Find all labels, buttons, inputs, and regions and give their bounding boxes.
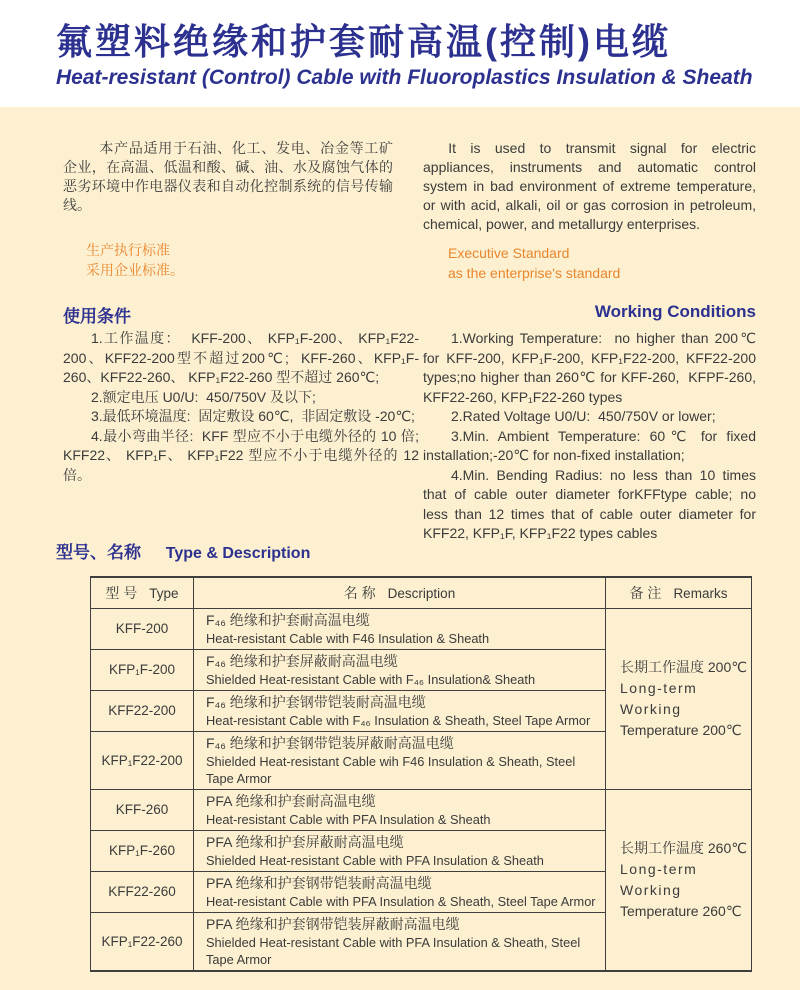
description-cn: F₄₆ 绝缘和护套屏蔽耐高温电缆 [206, 652, 398, 669]
description-en: Shielded Heat-resistant Cable with PFA Insulation & Sheath, Steel Tape Armor [206, 934, 581, 967]
type-description-table [90, 576, 752, 972]
type-cell: KFP₁F22-260 [91, 912, 194, 971]
remarks-line-en: Temperature 200℃ [620, 721, 742, 738]
column-header-type [91, 577, 194, 608]
column-header-remarks-en: Remarks [673, 585, 728, 601]
working-conditions-list-cn [63, 329, 427, 485]
description-en: Heat-resistant Cable with F₄₆ Insulation & Sheath, Steel Tape Armor [206, 712, 591, 728]
type-description-heading-cn: 型号、名称 [56, 543, 141, 562]
table-row [91, 608, 752, 649]
description-cell [194, 830, 606, 871]
working-conditions-heading-cn: 使用条件 [63, 307, 131, 326]
description-cn: PFA 绝缘和护套钢带铠装耐高温电缆 [206, 874, 432, 891]
masthead [0, 0, 800, 107]
column-header-description-cn: 名 称 [343, 584, 376, 601]
executive-standard-cn [86, 240, 184, 280]
column-header-type-cn: 型 号 [105, 584, 138, 601]
column-header-type-en: Type [149, 585, 179, 601]
remarks-line-cn: 长期工作温度 200℃ [620, 658, 747, 675]
type-description-heading [56, 538, 310, 563]
column-header-remarks [606, 577, 752, 608]
column-header-remarks-cn: 备 注 [629, 584, 662, 601]
remarks-cell [606, 608, 752, 789]
description-cell [194, 690, 606, 731]
type-cell: KFF-260 [91, 789, 194, 830]
standard-line: 生产执行标准 [86, 242, 170, 258]
description-cell [194, 649, 606, 690]
condition-item: 1.工作温度： KFF-200、 KFP₁F-200、 KFP₁F22-200、KFF22-200型不超过200℃; KFF-260、KFP₁F-260、KFF22-260、 KFP₁F22-260 型不超过 260℃; [63, 330, 419, 385]
condition-item: 4.最小弯曲半径: KFF 型应不小于电缆外径的 10 倍; KFF22、 KFP₁F、 KFP₁F22 型应不小于电缆外径的 12 倍。 [63, 427, 427, 483]
type-cell: KFP₁F22-200 [91, 731, 194, 789]
description-cn: F₄₆ 绝缘和护套钢带铠装屏蔽耐高温电缆 [206, 734, 454, 751]
description-en: Shielded Heat-resistant Cable with PFA Insulation & Sheath [206, 852, 544, 868]
condition-item: 2.额定电压 U0/U: 450/750V 及以下; [91, 388, 316, 405]
type-cell: KFP₁F-200 [91, 649, 194, 690]
table-header-row [91, 577, 752, 608]
remarks-line-en: Long-term Working [620, 860, 698, 898]
working-conditions-list-en [423, 329, 760, 544]
standard-line: as the enterprise's standard [448, 265, 621, 281]
description-cell [194, 871, 606, 912]
description-en: Shielded Heat-resistant Cable wih F46 Insulation & Sheath, Steel Tape Armor [206, 753, 576, 786]
description-cell [194, 608, 606, 649]
description-cell [194, 731, 606, 789]
description-en: Heat-resistant Cable with PFA Insulation & Sheath [206, 811, 491, 827]
type-cell: KFF22-200 [91, 690, 194, 731]
type-cell: KFF22-260 [91, 871, 194, 912]
remarks-line-cn: 长期工作温度 260℃ [620, 839, 747, 856]
condition-item: 1.Working Temperature: no higher than 200℃ for KFF-200, KFP₁F-200, KFP₁F22-200, KFF22-200 types;no higher than 260℃ for KFF-260, KFPF-260, KFF22-260, KFP₁F22-260 types [423, 330, 760, 405]
table-row [91, 789, 752, 830]
remarks-line-en: Long-term Working [620, 679, 698, 717]
standard-line: 采用企业标准。 [86, 262, 184, 278]
working-conditions-heading-en: Working Conditions [594, 302, 756, 321]
remarks-line-en: Temperature 260℃ [620, 902, 742, 919]
type-description-heading-en: Type & Description [165, 545, 311, 562]
standard-line: Executive Standard [448, 245, 570, 261]
executive-standard-en [448, 243, 620, 283]
description-cn: F₄₆ 绝缘和护套钢带铠装耐高温电缆 [206, 693, 426, 710]
description-cell [194, 789, 606, 830]
description-cn: PFA 绝缘和护套钢带铠装屏蔽耐高温电缆 [206, 915, 460, 932]
condition-item: 3.Min. Ambient Temperature: 60℃ for fixed installation;-20℃ for non-fixed installation; [423, 427, 760, 463]
type-cell: KFF-200 [91, 608, 194, 649]
description-cn: PFA 绝缘和护套耐高温电缆 [206, 792, 376, 809]
description-en: Shielded Heat-resistant Cable with F₄₆ Insulation& Sheath [206, 671, 536, 687]
page-title-cn: 氟塑料绝缘和护套耐高温(控制)电缆 [56, 21, 671, 62]
page-title-en: Heat-resistant (Control) Cable with Fluoroplastics Insulation & Sheath [56, 66, 753, 89]
column-header-description-en: Description [387, 585, 456, 601]
description-cn: F₄₆ 绝缘和护套耐高温电缆 [206, 611, 370, 628]
column-header-description [194, 577, 606, 608]
description-en: Heat-resistant Cable with F46 Insulation & Sheath [206, 630, 490, 646]
description-en: Heat-resistant Cable with PFA Insulation & Sheath, Steel Tape Armor [206, 893, 596, 909]
intro-paragraph-en: It is used to transmit signal for electric appliances, instruments and automatic control system in bad environment of extreme temperature, or with acid, alkali, oil or gas corrosion in petroleum, chemical, power, and metallurgy enterprises. [423, 140, 756, 232]
remarks-cell [606, 789, 752, 971]
description-cn: PFA 绝缘和护套屏蔽耐高温电缆 [206, 833, 404, 850]
intro-paragraph-cn: 本产品适用于石油、化工、发电、冶金等工矿企业，在高温、低温和酸、碱、油、水及腐蚀气体的恶劣环境中作电器仪表和自动化控制系统的信号传输线。 [63, 140, 393, 213]
condition-item: 3.最低环境温度: 固定敷设 60℃, 非固定敷设 -20℃; [91, 408, 415, 424]
condition-item: 4.Min. Bending Radius: no less than 10 times that of cable outer diameter forKFFtype cable; no less than 12 times that of cable outer diameter for KFF22, KFP₁F, KFP₁F22 types cables [423, 466, 760, 541]
type-cell: KFP₁F-260 [91, 830, 194, 871]
condition-item: 2.Rated Voltage U0/U: 450/750V or lower; [451, 408, 716, 424]
description-cell [194, 912, 606, 971]
